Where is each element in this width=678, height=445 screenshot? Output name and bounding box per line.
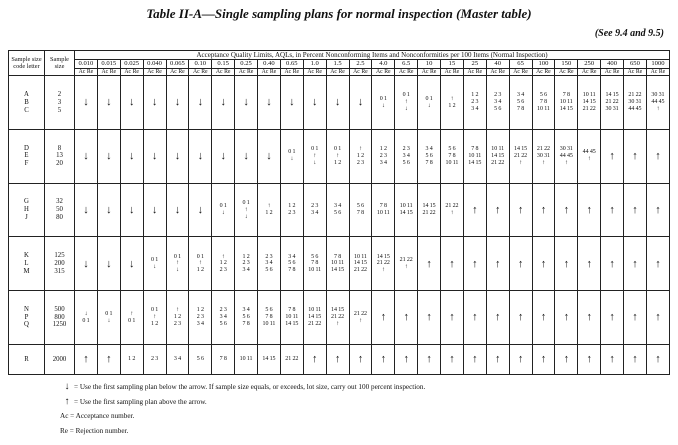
up-arrow-icon (509, 183, 532, 237)
plan-cell: 0 1 ↓ (212, 183, 235, 237)
up-arrow-icon (395, 344, 418, 374)
plan-cell: 0 1 ↓ (418, 76, 441, 130)
down-arrow-icon: ↓ (64, 381, 70, 392)
down-arrow-icon (166, 76, 189, 130)
up-arrow-icon (532, 291, 555, 345)
down-arrow-icon (326, 76, 349, 130)
up-arrow-icon (486, 344, 509, 374)
table-row (9, 130, 670, 184)
acre-label: Ac Re (624, 68, 647, 76)
plan-cell: 10 11 (235, 344, 258, 374)
up-arrow-icon (395, 291, 418, 345)
aql-value: 10 (418, 60, 441, 69)
down-arrow-icon (75, 183, 98, 237)
up-arrow-icon (578, 344, 601, 374)
down-arrow-icon (258, 76, 281, 130)
up-arrow-icon (624, 130, 647, 184)
up-arrow-icon (486, 183, 509, 237)
see-reference: (See 9.4 and 9.5) (594, 28, 664, 39)
acre-label: Ac Re (463, 68, 486, 76)
acre-label: Ac Re (395, 68, 418, 76)
up-arrow-icon (75, 344, 98, 374)
acre-label: Ac Re (326, 68, 349, 76)
plan-cell: 3 4 5 6 7 8 (235, 291, 258, 345)
up-arrow-icon (646, 344, 669, 374)
up-arrow-icon (532, 237, 555, 291)
up-arrow-icon (418, 237, 441, 291)
acre-label: Ac Re (349, 68, 372, 76)
up-arrow-icon (372, 344, 395, 374)
plan-cell: 10 11 14 15 21 22 (578, 76, 601, 130)
acre-label: Ac Re (646, 68, 669, 76)
plan-cell: ↑ 1 2 2 3 (349, 130, 372, 184)
plan-cell: 3 4 5 6 (326, 183, 349, 237)
acre-label: Ac Re (372, 68, 395, 76)
aql-value: 25 (463, 60, 486, 69)
up-arrow-icon (532, 344, 555, 374)
acre-label: Ac Re (486, 68, 509, 76)
up-arrow-icon (555, 291, 578, 345)
up-arrow-icon (646, 237, 669, 291)
acre-label: Ac Re (143, 68, 166, 76)
aql-value: 2.5 (349, 60, 372, 69)
plan-cell: 10 11 14 15 21 22 (303, 291, 326, 345)
table-row (9, 76, 670, 130)
up-arrow-icon (555, 237, 578, 291)
plan-cell: 0 1 ↑ 1 2 (189, 237, 212, 291)
acre-label: Ac Re (601, 68, 624, 76)
plan-cell: 2 3 3 4 5 6 (486, 76, 509, 130)
acre-label: Ac Re (441, 68, 464, 76)
down-arrow-icon (166, 130, 189, 184)
aql-value: 0.015 (97, 60, 120, 69)
up-arrow-icon (624, 344, 647, 374)
plan-cell: 30 31 44 45 ↑ (555, 130, 578, 184)
down-arrow-icon (97, 183, 120, 237)
down-arrow-icon (303, 76, 326, 130)
plan-cell: 14 15 21 22 ↑ (509, 130, 532, 184)
up-arrow-icon (509, 291, 532, 345)
plan-cell: 5 6 7 8 10 11 (258, 291, 281, 345)
aql-value: 0.040 (143, 60, 166, 69)
plan-cell: ↑ 1 2 (258, 183, 281, 237)
acre-label: Ac Re (189, 68, 212, 76)
up-arrow-icon (646, 183, 669, 237)
acre-label: Ac Re (280, 68, 303, 76)
table-title: Table II-A—Single sampling plans for normal inspection (Master table) (146, 6, 532, 21)
plan-cell: 3 4 5 6 7 8 (509, 76, 532, 130)
plan-cell: 0 1 ↑ ↓ (235, 183, 258, 237)
aql-caption: Acceptance Quality Limits, AQLs, in Percent Nonconforming Items and Nonconformities per 100 Items (Normal Inspection) (75, 51, 670, 60)
down-arrow-icon (235, 76, 258, 130)
up-arrow-icon (578, 237, 601, 291)
down-arrow-icon (258, 130, 281, 184)
up-arrow-icon (509, 344, 532, 374)
up-arrow-icon (555, 183, 578, 237)
down-arrow-icon (75, 237, 98, 291)
acre-row (9, 68, 670, 76)
plan-cell: 44 45 ↑ (578, 130, 601, 184)
plan-cell: 5 6 (189, 344, 212, 374)
plan-cell: 7 8 10 11 14 15 (326, 237, 349, 291)
plan-cell: 21 22 (280, 344, 303, 374)
aql-value: 650 (624, 60, 647, 69)
plan-cell: 0 1 ↑ ↓ (166, 237, 189, 291)
acre-label: Ac Re (303, 68, 326, 76)
aql-value: 0.15 (212, 60, 235, 69)
sample-sizes: 2000 (45, 344, 75, 374)
up-arrow-icon (509, 237, 532, 291)
acre-label: Ac Re (75, 68, 98, 76)
plan-cell: 0 1 ↓ (280, 130, 303, 184)
legend-re: Re = Rejection number. (60, 427, 129, 435)
up-arrow-icon (372, 291, 395, 345)
plan-cell: 1 2 2 3 3 4 (372, 130, 395, 184)
down-arrow-icon (212, 130, 235, 184)
plan-cell: 10 11 14 15 21 22 (349, 237, 372, 291)
up-arrow-icon (441, 237, 464, 291)
aql-value: 1000 (646, 60, 669, 69)
up-arrow-icon (349, 344, 372, 374)
down-arrow-icon (349, 76, 372, 130)
plan-cell: 14 15 21 22 ↑ (372, 237, 395, 291)
acre-label: Ac Re (212, 68, 235, 76)
up-arrow-icon (326, 344, 349, 374)
plan-cell: 1 2 (120, 344, 143, 374)
up-arrow-icon (418, 291, 441, 345)
up-arrow-icon (97, 344, 120, 374)
up-arrow-icon (303, 344, 326, 374)
up-arrow-icon (486, 237, 509, 291)
table-row (9, 237, 670, 291)
plan-cell: 5 6 7 8 10 11 (532, 76, 555, 130)
plan-cell: 0 1 ↓ (372, 76, 395, 130)
plan-cell: 14 15 (258, 344, 281, 374)
down-arrow-icon (143, 130, 166, 184)
acre-label: Ac Re (120, 68, 143, 76)
table-row (9, 291, 670, 345)
up-arrow-icon (486, 291, 509, 345)
plan-cell: 2 3 3 4 5 6 (212, 291, 235, 345)
up-arrow-icon (463, 183, 486, 237)
aql-value: 0.065 (166, 60, 189, 69)
aql-value: 150 (555, 60, 578, 69)
down-arrow-icon (120, 76, 143, 130)
aql-value: 40 (486, 60, 509, 69)
down-arrow-icon (189, 76, 212, 130)
code-letters: N P Q (9, 291, 45, 345)
legend-down-text: = Use the first sampling plan below the arrow. If sample size equals, or exceeds, lot size, carry out 100 percent inspection. (74, 383, 426, 391)
legend-up-text: = Use the first sampling plan above the arrow. (74, 398, 207, 406)
plan-cell: 0 1 ↑ 1 2 (326, 130, 349, 184)
plan-cell: 3 4 5 6 7 8 (280, 237, 303, 291)
table-row (9, 183, 670, 237)
down-arrow-icon (143, 76, 166, 130)
up-arrow-icon (463, 237, 486, 291)
sample-sizes: 125 200 315 (45, 237, 75, 291)
plan-cell: 1 2 2 3 3 4 (235, 237, 258, 291)
sample-sizes: 2 3 5 (45, 76, 75, 130)
up-arrow-icon (441, 344, 464, 374)
aql-value: 4.0 (372, 60, 395, 69)
down-arrow-icon (120, 130, 143, 184)
legend-ac: Ac = Acceptance number. (60, 412, 135, 420)
up-arrow-icon (578, 291, 601, 345)
plan-cell: 1 2 2 3 3 4 (463, 76, 486, 130)
up-arrow-icon (646, 130, 669, 184)
up-arrow-icon (624, 237, 647, 291)
code-letters: A B C (9, 76, 45, 130)
aql-value: 0.025 (120, 60, 143, 69)
aql-value: 1.5 (326, 60, 349, 69)
down-arrow-icon (189, 183, 212, 237)
plan-cell: 3 4 5 6 7 8 (418, 130, 441, 184)
up-arrow-icon (532, 183, 555, 237)
up-arrow-icon (646, 291, 669, 345)
plan-cell: 21 22 ↑ (395, 237, 418, 291)
acre-label: Ac Re (258, 68, 281, 76)
down-arrow-icon (143, 183, 166, 237)
up-arrow-icon (418, 344, 441, 374)
plan-cell: ↑ 0 1 (120, 291, 143, 345)
plan-cell: ↑ 1 2 2 3 (166, 291, 189, 345)
plan-cell: 14 15 21 22 ↑ (326, 291, 349, 345)
down-arrow-icon (120, 183, 143, 237)
up-arrow-icon (601, 291, 624, 345)
aql-value: 0.40 (258, 60, 281, 69)
code-letters: K L M (9, 237, 45, 291)
up-arrow-icon (601, 237, 624, 291)
up-arrow-icon (601, 344, 624, 374)
legend-up (60, 396, 207, 407)
plan-cell: 21 22 ↑ (441, 183, 464, 237)
table-row (9, 344, 670, 374)
aql-value: 0.65 (280, 60, 303, 69)
sample-size-header: Sample size (45, 51, 75, 76)
plan-cell: ↓ 0 1 (75, 291, 98, 345)
up-arrow-icon (555, 344, 578, 374)
plan-cell: 30 31 44 45 ↑ (646, 76, 669, 130)
down-arrow-icon (97, 237, 120, 291)
code-letters: R (9, 344, 45, 374)
plan-cell: 7 8 10 11 14 15 (280, 291, 303, 345)
plan-cell: 5 6 7 8 10 11 (303, 237, 326, 291)
plan-cell: 2 3 3 4 5 6 (258, 237, 281, 291)
acre-label: Ac Re (509, 68, 532, 76)
plan-cell: 1 2 2 3 3 4 (189, 291, 212, 345)
aql-value: 1.0 (303, 60, 326, 69)
up-arrow-icon (601, 130, 624, 184)
aql-value: 400 (601, 60, 624, 69)
aql-value: 250 (578, 60, 601, 69)
plan-cell: 7 8 10 11 14 15 (463, 130, 486, 184)
aql-value: 65 (509, 60, 532, 69)
down-arrow-icon (280, 76, 303, 130)
plan-cell: 21 22 30 31 ↑ (532, 130, 555, 184)
up-arrow-icon (624, 183, 647, 237)
plan-cell: 10 11 14 15 21 22 (486, 130, 509, 184)
plan-cell: 3 4 (166, 344, 189, 374)
plan-cell: 5 6 7 8 10 11 (441, 130, 464, 184)
up-arrow-icon (463, 344, 486, 374)
plan-cell: 1 2 2 3 (280, 183, 303, 237)
plan-cell: 21 22 ↑ (349, 291, 372, 345)
aql-value: 6.5 (395, 60, 418, 69)
down-arrow-icon (97, 130, 120, 184)
plan-cell: 0 1 ↑ ↓ (395, 76, 418, 130)
acre-label: Ac Re (418, 68, 441, 76)
plan-cell: ↑ 1 2 (441, 76, 464, 130)
plan-cell: 7 8 (212, 344, 235, 374)
plan-cell: 0 1 ↓ (143, 237, 166, 291)
sample-sizes: 8 13 20 (45, 130, 75, 184)
sample-sizes: 500 800 1250 (45, 291, 75, 345)
down-arrow-icon (212, 76, 235, 130)
plan-cell: 21 22 30 31 44 45 (624, 76, 647, 130)
acre-label: Ac Re (532, 68, 555, 76)
code-letters: D E F (9, 130, 45, 184)
plan-cell: 0 1 ↓ (97, 291, 120, 345)
up-arrow-icon (463, 291, 486, 345)
up-arrow-icon: ↑ (64, 396, 70, 407)
plan-cell: 10 11 14 15 (395, 183, 418, 237)
acre-label: Ac Re (166, 68, 189, 76)
code-letters: G H J (9, 183, 45, 237)
aql-value: 0.25 (235, 60, 258, 69)
aql-value: 0.010 (75, 60, 98, 69)
down-arrow-icon (166, 183, 189, 237)
down-arrow-icon (75, 76, 98, 130)
plan-cell: 7 8 10 11 14 15 (555, 76, 578, 130)
down-arrow-icon (120, 237, 143, 291)
aql-value: 0.10 (189, 60, 212, 69)
legend-down (60, 381, 425, 392)
plan-cell: 7 8 10 11 (372, 183, 395, 237)
plan-cell: 0 1 ↑ 1 2 (143, 291, 166, 345)
plan-cell: 14 15 21 22 30 31 (601, 76, 624, 130)
up-arrow-icon (441, 291, 464, 345)
aql-value: 15 (441, 60, 464, 69)
down-arrow-icon (97, 76, 120, 130)
acre-label: Ac Re (578, 68, 601, 76)
plan-cell: ↑ 1 2 2 3 (212, 237, 235, 291)
plan-cell: 2 3 3 4 5 6 (395, 130, 418, 184)
code-letter-header: Sample size code letter (9, 51, 45, 76)
sample-sizes: 32 50 80 (45, 183, 75, 237)
plan-cell: 2 3 3 4 (303, 183, 326, 237)
acre-label: Ac Re (235, 68, 258, 76)
aql-row (9, 60, 670, 69)
master-table (8, 50, 670, 375)
up-arrow-icon (601, 183, 624, 237)
up-arrow-icon (578, 183, 601, 237)
acre-label: Ac Re (555, 68, 578, 76)
plan-cell: 2 3 (143, 344, 166, 374)
down-arrow-icon (75, 130, 98, 184)
up-arrow-icon (624, 291, 647, 345)
plan-cell: 14 15 21 22 (418, 183, 441, 237)
plan-cell: 5 6 7 8 (349, 183, 372, 237)
plan-cell: 0 1 ↑ ↓ (303, 130, 326, 184)
down-arrow-icon (189, 130, 212, 184)
acre-label: Ac Re (97, 68, 120, 76)
aql-value: 100 (532, 60, 555, 69)
down-arrow-icon (235, 130, 258, 184)
